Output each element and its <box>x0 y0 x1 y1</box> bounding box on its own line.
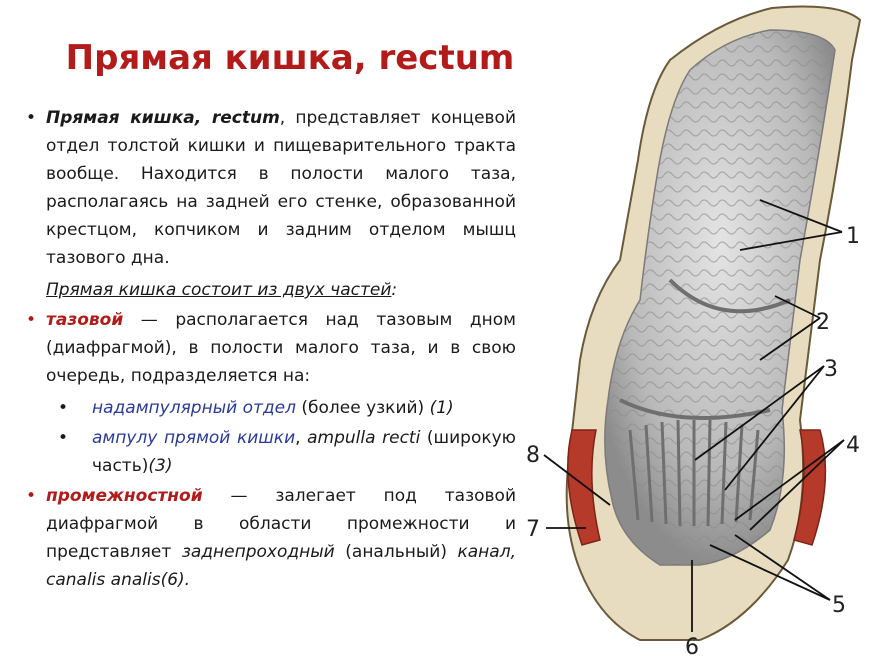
figure-label: 1 <box>846 224 860 249</box>
perineal-text: — залегает под тазовой диафрагмой в области промежности и представляет <box>46 486 516 562</box>
intro-paragraph <box>22 104 516 272</box>
parts-heading-colon: : <box>391 280 398 300</box>
intro-text: , представляет концевой отдел толстой кишки и пищеварительного тракта вообще. Находится в полости малого таза, располагаясь на задней его стенке, образованной крестцом, копчиком и задним отделом мышц тазового дна. <box>46 108 516 268</box>
subitem-supra-ampullary <box>22 394 516 422</box>
pelvic-text: — располагается над тазовым дном (диафрагмой), в полости малого таза, и в свою очередь, подразделяется на: <box>46 310 516 386</box>
perineal-text2: (анальный) <box>334 542 458 562</box>
bullet-icon: • <box>58 428 69 448</box>
bullet-icon: • <box>26 486 37 506</box>
bullet-icon: • <box>26 310 37 330</box>
rectum-illustration <box>520 0 879 659</box>
perineal-latin: канал, canalis analis(6). <box>46 542 516 590</box>
figure-label: 7 <box>526 517 540 542</box>
subitem-text2: (широкую часть) <box>92 428 516 476</box>
pelvic-term: тазовой <box>46 310 124 330</box>
page-title: Прямая кишка, rectum <box>65 38 515 78</box>
subitem-name: ампулу прямой кишки <box>92 428 296 448</box>
bullet-icon: • <box>26 108 37 128</box>
subitem-ampulla <box>22 424 516 480</box>
content-text <box>22 104 516 598</box>
subitem-text: , <box>295 428 308 448</box>
perineal-paragraph <box>22 482 516 594</box>
perineal-term: промежностной <box>46 486 203 506</box>
pelvic-paragraph <box>22 306 516 390</box>
figure-label: 3 <box>824 357 838 382</box>
subitem-text: (более узкий) <box>295 398 430 418</box>
figure-label: 8 <box>526 443 540 468</box>
figure-label: 2 <box>816 310 830 335</box>
subitem-name: надампулярный отдел <box>92 398 296 418</box>
figure-label: 4 <box>846 433 860 458</box>
bullet-icon: • <box>58 398 69 418</box>
parts-heading <box>22 276 516 304</box>
perineal-italic: заднепроходный <box>181 542 335 562</box>
subitem-ref: (3) <box>148 456 173 476</box>
subitem-latin: ampulla recti <box>307 428 421 448</box>
figure-label: 6 <box>685 635 699 659</box>
subitem-ref: (1) <box>429 398 454 418</box>
parts-heading-text: Прямая кишка состоит из двух частей <box>46 280 392 300</box>
figure-label: 5 <box>832 593 846 618</box>
intro-term: Прямая кишка, rectum <box>46 108 280 128</box>
